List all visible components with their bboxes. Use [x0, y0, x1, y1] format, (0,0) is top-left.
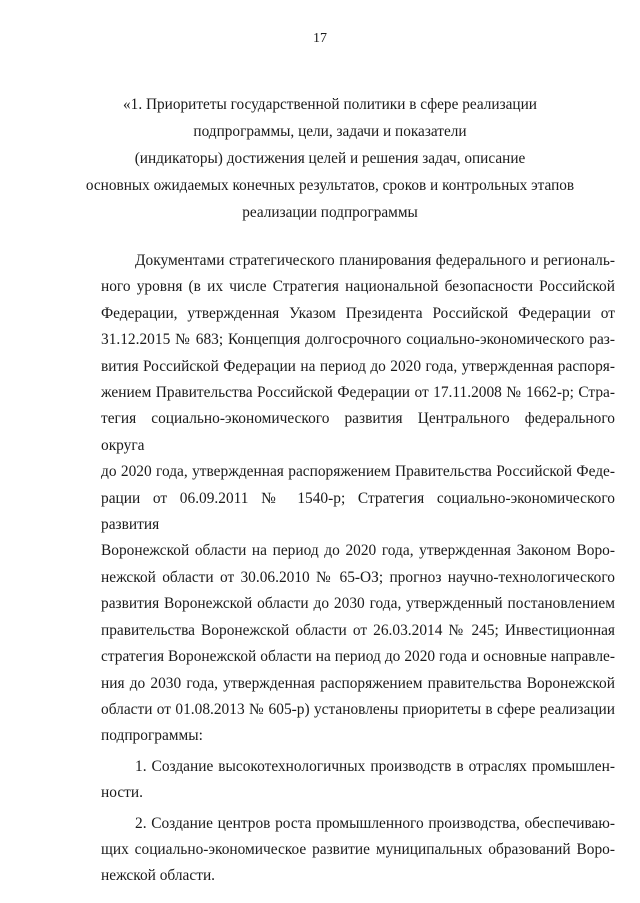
- text-line: Воронежской области на период до 2020 года, утвержденная Законом Воро-: [101, 542, 615, 560]
- text-line: рации от 06.09.2011 № 1540-р; Стратегия социально-экономического развития: [101, 489, 615, 534]
- page-number: 17: [313, 31, 327, 46]
- list-item: [101, 811, 615, 890]
- text-line: ности.: [101, 784, 143, 802]
- list-item: [101, 754, 615, 807]
- text-line: развития Воронежской области до 2030 года, утвержденный постановлением: [101, 595, 615, 613]
- text-line: нежской области от 30.06.2010 № 65-ОЗ; прогноз научно-технологического: [101, 568, 615, 586]
- heading-line: основных ожидаемых конечных результатов, сроков и контрольных этапов: [85, 177, 575, 194]
- text-line: жением Правительства Российской Федерации от 17.11.2008 № 1662-р; Стра-: [101, 384, 615, 402]
- text-line: области от 01.08.2013 № 605-р) установлены приоритеты в сфере реализации: [101, 700, 615, 718]
- text-line: ния до 2030 года, утвержденная распоряжением правительства Воронежской: [101, 674, 615, 692]
- text-line: 2. Создание центров роста промышленного производства, обеспечиваю-: [135, 814, 615, 832]
- text-line: щих социально-экономическое развитие муниципальных образований Воро-: [101, 840, 615, 858]
- heading-line: подпрограммы, цели, задачи и показатели: [193, 123, 467, 140]
- text-line: Документами стратегического планирования федерального и региональ-: [135, 252, 615, 269]
- heading-line: (индикаторы) достижения целей и решения задач, описание: [134, 150, 526, 167]
- text-line: подпрограммы:: [101, 727, 203, 745]
- text-line: 31.12.2015 № 683; Концепция долгосрочного социально-экономического раз-: [101, 331, 615, 349]
- main-paragraph: [101, 248, 615, 750]
- heading-line: реализации подпрограммы: [242, 204, 418, 221]
- text-line: стратегия Воронежской области на период до 2020 года и основные направле-: [101, 648, 615, 666]
- section-heading: [80, 91, 580, 226]
- text-line: правительства Воронежской области от 26.03.2014 № 245; Инвестиционная: [101, 621, 615, 639]
- text-line: Федерации, утвержденная Указом Президента Российской Федерации от: [101, 304, 615, 322]
- text-line: до 2020 года, утвержденная распоряжением Правительства Российской Феде-: [101, 463, 615, 481]
- text-line: ного уровня (в их числе Стратегия национальной безопасности Российской: [101, 278, 615, 296]
- text-line: тегия социально-экономического развития Центрального федерального округа: [101, 410, 615, 454]
- text-line: 1. Создание высокотехнологичных производств в отраслях промышлен-: [135, 757, 615, 775]
- heading-line: «1. Приоритеты государственной политики в сфере реализации: [123, 96, 537, 113]
- text-line: вития Российской Федерации на период до 2020 года, утвержденная распоря-: [101, 357, 615, 375]
- body-text: [101, 248, 615, 890]
- text-line: нежской области.: [101, 867, 216, 885]
